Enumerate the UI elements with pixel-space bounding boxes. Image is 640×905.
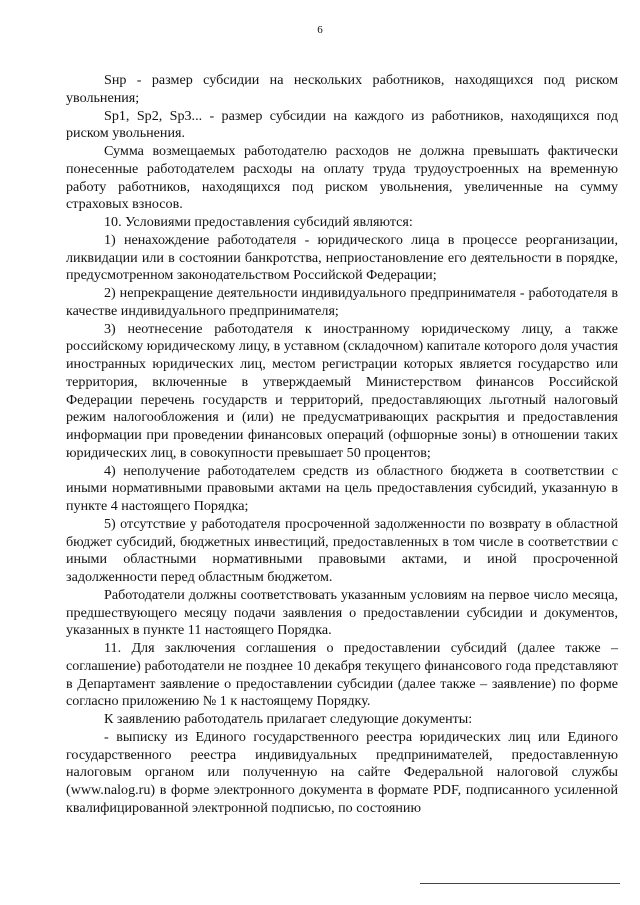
paragraph-document-egrul: - выписку из Единого государственного реестра юридических лиц или Единого государственного реестра индивидуальных предпринимателей, предоставленную налоговым органом или полученную на сайте Федеральной налоговой службы (www.nalog.ru) в форме электронного документа в формате PDF, подписанного усиленной квалифицированной электронной подписью, по состоянию: [66, 728, 618, 816]
document-body: [66, 72, 618, 818]
page-number: 6: [317, 24, 323, 36]
footer-rule: [420, 883, 620, 884]
paragraph-sp-definition: Sp1, Sp2, Sp3... - размер субсидии на каждого из работников, находящихся под риском увольнения.: [66, 107, 618, 142]
paragraph-condition-5: 5) отсутствие у работодателя просроченной задолженности по возврату в областной бюджет субсидий, бюджетных инвестиций, предоставленных в том числе в соответствии с иными областными нормативными правовыми актами, и иной просроченной задолженности перед областным бюджетом.: [66, 515, 618, 585]
paragraph-conditions-date: Работодатели должны соответствовать указанным условиям на первое число месяца, предшествующего месяцу подачи заявления о предоставлении субсидии и документов, указанных в пункте 11 настоящего Порядка.: [66, 586, 618, 639]
paragraph-clause-10-heading: 10. Условиями предоставления субсидий являются:: [104, 214, 413, 230]
paragraph-condition-4: 4) неполучение работодателем средств из областного бюджета в соответствии с иными нормативными правовыми актами на цель предоставления субсидий, указанную в пункте 4 настоящего Порядка;: [66, 462, 618, 514]
paragraph-clause-11: 11. Для заключения соглашения о предоставлении субсидий (далее также – соглашение) работодатели не позднее 10 декабря текущего финансового года представляют в Департамент заявление о предоставлении субсидии (далее также – заявление) по форме согласно приложению № 1 к настоящему Порядку.: [66, 640, 618, 710]
paragraph-shr-definition: Sнр - размер субсидии на нескольких работников, находящихся под риском увольнения;: [66, 72, 618, 106]
paragraph-condition-1: 1) ненахождение работодателя - юридического лица в процессе реорганизации, ликвидации или в состоянии банкротства, неприостановление его деятельности в порядке, предусмотренном законодательством Российской Федерации;: [66, 231, 618, 284]
paragraph-condition-3: 3) неотнесение работодателя к иностранному юридическому лицу, а также российскому юридическому лицу, в уставном (складочном) капитале которого доля участия иностранных юридических лиц, местом регистрации которых является государство или территория, включенные в утверждаемый Министерством финансов Российской Федерации перечень государств и территорий, предоставляющих льготный налоговый режим налогообложения и (или) не предусматривающих раскрытия и предоставления информации при проведении финансовых операций (офшорные зоны) в отношении таких юридических лиц, в совокупности превышает 50 процентов;: [66, 320, 618, 461]
paragraph-documents-intro: К заявлению работодатель прилагает следующие документы:: [104, 711, 473, 727]
paragraph-reimbursement-limit: Сумма возмещаемых работодателю расходов не должна превышать фактически понесенные работодателем расходы на оплату труда трудоустроенных на временную работу работников, находящихся под риском увольнения, увеличенные на сумму страховых взносов.: [66, 143, 618, 213]
paragraph-condition-2: 2) непрекращение деятельности индивидуального предпринимателя - работодателя в качестве индивидуального предпринимателя;: [66, 285, 618, 319]
